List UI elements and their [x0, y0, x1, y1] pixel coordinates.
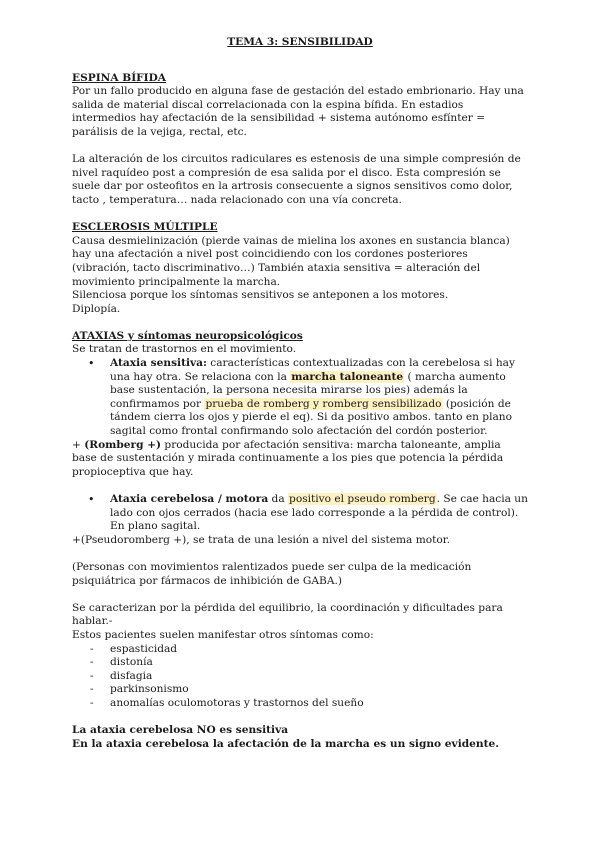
list-item: - parkinsonismo	[72, 683, 528, 697]
ataxias-intro: Se tratan de trastornos en el movimiento.	[72, 343, 297, 356]
espina-paragraph-2: La alteración de los circuitos radiculares es estenosis de una simple compresión de nivel raquídeo post a compresión de esa salida por el disco. Esta compresión se suele dar por osteofitos en la artrosis consecuente a signos sensitivos como dolor, tacto , temperatura… nada relacionado con una vía concreta.	[72, 153, 521, 206]
list-item: - distonía	[72, 656, 528, 670]
estos-paragraph: Estos pacientes suelen manifestar otros síntomas como:	[72, 628, 374, 641]
term-ataxia-cerebelosa: Ataxia cerebelosa / motora	[110, 493, 269, 505]
ataxia-sensitiva-list	[72, 357, 528, 439]
highlight-prueba-romberg: prueba de romberg y romberg sensibilizado	[205, 397, 442, 410]
espina-paragraph-1: Por un fallo producido en alguna fase de gestación del estado embrionario. Hay una salida de material discal correlacionada con la espina bífida. En estadios intermedios hay afectación de la sensibilidad + sistema autónomo esfínter = parálisis de la vejiga, rectal, etc.	[72, 85, 524, 138]
symptoms-list	[72, 643, 528, 711]
highlight-marcha-taloneante	[290, 371, 404, 383]
esclerosis-paragraph-3: Diplopía.	[72, 302, 121, 315]
pseudoromberg-paragraph: +(Pseudoromberg +), se trata de una lesión a nivel del sistema motor.	[72, 533, 451, 546]
bold-span: (Romberg +)	[84, 438, 162, 451]
esclerosis-paragraph-1: Causa desmielinización (pierde vainas de mielina los axones en sustancia blanca) hay una afectación a nivel post coincidiendo con los cordones posteriores (vibración, tacto discriminativo…) También ataxia sensitiva = alteración del movimiento principalmente la marcha.	[72, 234, 510, 288]
conclusion-line-2: En la ataxia cerebelosa la afectación de la marcha es un signo evidente.	[72, 737, 499, 750]
term-ataxia-sensitiva: Ataxia sensitiva:	[110, 357, 207, 370]
text-span: características contextualizadas con la cerebelosa si hay una hay otra. Se relaciona con la	[110, 357, 515, 383]
ataxia-cerebelosa-list	[72, 493, 528, 534]
text-span: da	[268, 493, 289, 505]
list-item: - anomalías oculomotoras y trastornos del sueño	[72, 697, 528, 711]
esclerosis-paragraph-2: Silenciosa porque los síntomas sensitivos se anteponen a los motores.	[72, 289, 449, 302]
caracterizan-paragraph: Se caracterizan por la pérdida del equilibrio, la coordinación y dificultades para hablar.-	[72, 601, 503, 628]
document-page	[72, 36, 528, 751]
personas-paragraph: (Personas con movimientos ralentizados puede ser culpa de la medicación psiquiátrica por fármacos de inhibición de GABA.)	[72, 560, 472, 587]
section-heading-ataxias: ATAXIAS y síntomas neuropsicológicos	[72, 329, 303, 342]
list-item-ataxia-cerebelosa	[72, 493, 528, 534]
list-item-ataxia-sensitiva	[72, 357, 528, 439]
romberg-paragraph	[72, 439, 528, 480]
section-heading-espina: ESPINA BÍFIDA	[72, 71, 167, 84]
bold-span: marcha taloneante	[291, 370, 404, 383]
list-item: - disfagia	[72, 670, 528, 684]
page-title: TEMA 3: SENSIBILIDAD	[227, 36, 373, 48]
text-span: . Se cae hacia un lado con ojos cerrados (hacia ese lado corresponde a la pérdida de control). En plano sagital.	[110, 493, 528, 533]
text-span: (posición de tándem cierra los ojos y pierde el eq). Si da positivo ambos. tanto en plano sagital como frontal confirmando solo afectación del cordón posterior.	[110, 397, 512, 438]
list-item: - espasticidad	[72, 643, 528, 657]
text-span: ( marcha aumento base sustentación, la persona necesita mirarse los pies) además la confirmamos por	[110, 370, 506, 410]
highlight-pseudo-romberg: positivo el pseudo romberg	[289, 493, 436, 505]
text-span: producida por afectación sensitiva: marcha taloneante, amplia base de sustentación y mirada continuamente a los pies que potencia la pérdida propioceptiva que hay.	[72, 438, 504, 478]
text-span: +	[72, 438, 85, 451]
section-heading-esclerosis: ESCLEROSIS MÚLTIPLE	[72, 221, 218, 234]
conclusion-line-1: La ataxia cerebelosa NO es sensitiva	[72, 724, 289, 737]
